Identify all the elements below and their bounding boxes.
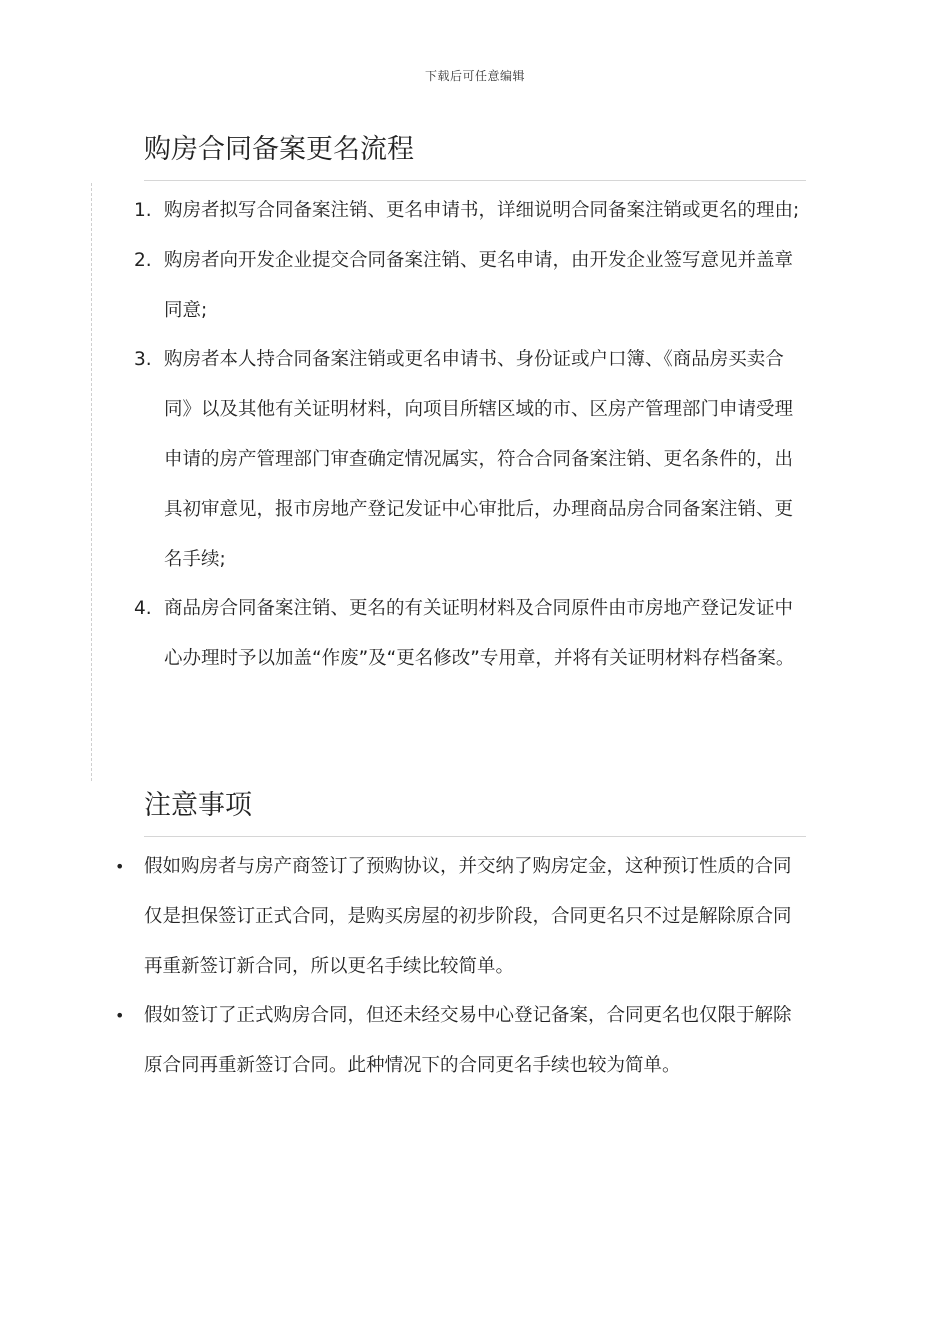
list-item [134,584,807,684]
list-item [134,236,807,336]
note-text: 假如签订了正式购房合同，但还未经交易中心登记备案，合同更名也仅限于解除原合同再重新签订合同。此种情况下的合同更名手续也较为简单。 [144,1005,792,1077]
step-text: 购房者本人持合同备案注销或更名申请书、身份证或户口簿、《商品房买卖合同》以及其他有关证明材料，向项目所辖区域的市、区房产管理部门申请受理申请的房产管理部门审查确定情况属实，符合合同备案注销、更名条件的，出具初审意见，报市房地产登记发证中心审批后，办理商品房合同备案注销、更名手续; [164,349,794,570]
list-item [115,991,807,1091]
list-item [115,842,807,991]
section-title-notes: 注意事项 [144,787,806,837]
step-number: 2. [134,249,152,271]
note-text: 假如购房者与房产商签订了预购协议，并交纳了购房定金，这种预订性质的合同仅是担保签订正式合同，是购买房屋的初步阶段，合同更名只不过是解除原合同再重新签订新合同，所以更名手续比较简单。 [144,856,792,977]
step-text: 购房者拟写合同备案注销、更名申请书，详细说明合同备案注销或更名的理由; [164,200,800,221]
section-title-process: 购房合同备案更名流程 [144,131,806,181]
step-number: 1. [134,200,152,221]
list-item [134,186,807,236]
process-steps-list [134,186,807,684]
step-text: 购房者向开发企业提交合同备案注销、更名申请，由开发企业签写意见并盖章同意; [164,249,794,321]
step-text: 商品房合同备案注销、更名的有关证明材料及合同原件由市房地产登记发证中心办理时予以加盖“作废”及“更名修改”专用章，并将有关证明材料存档备案。 [164,598,795,670]
step-number: 4. [134,598,152,620]
step-number: 3. [134,349,152,371]
bullet-icon: • [115,1006,125,1026]
page-header-note: 下载后可任意编辑 [424,69,525,83]
bullet-icon: • [115,857,125,876]
list-item [134,335,807,584]
side-rule [91,183,92,781]
notes-list [115,842,807,1091]
